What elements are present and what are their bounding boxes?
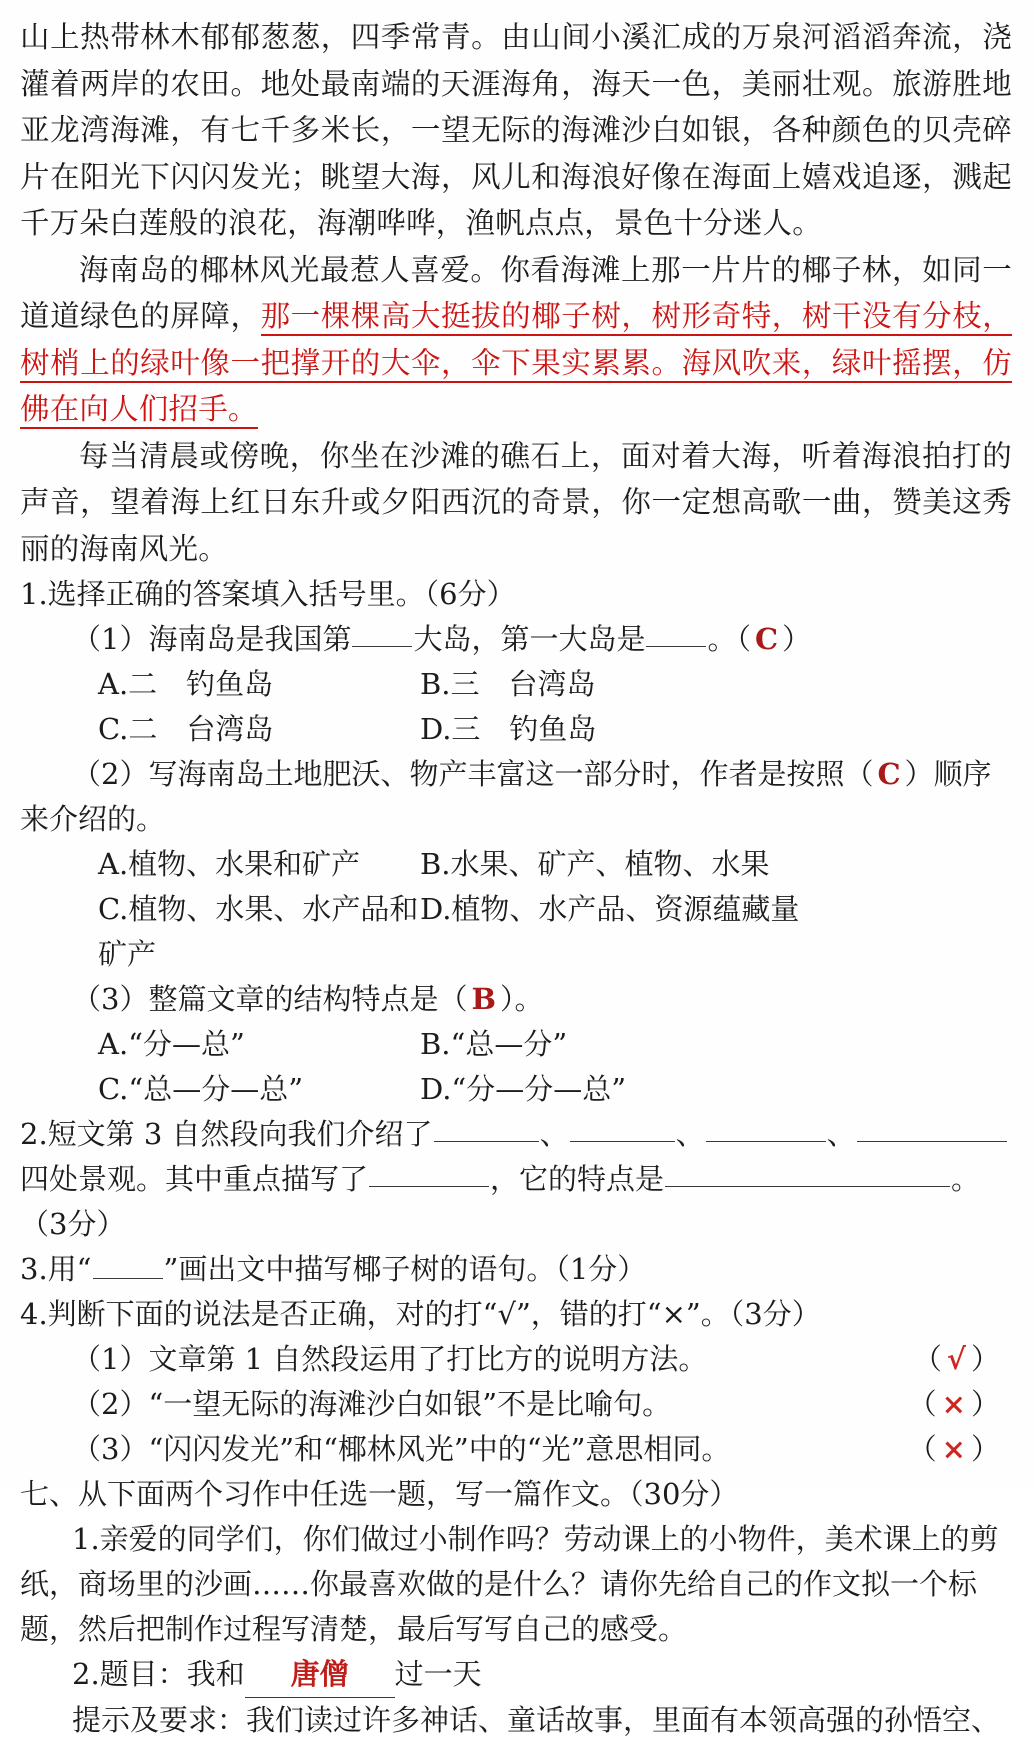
sub-3-text-pre: （3）整篇文章的结构特点是（ [72, 982, 468, 1016]
question-2-blank-5[interactable] [369, 1186, 489, 1187]
passage-paragraph-2 [20, 247, 1012, 433]
item-1-text: （1）文章第 1 自然段运用了打比方的说明方法。 [72, 1342, 708, 1376]
item-2-mark[interactable]: × [941, 1387, 966, 1421]
question-2-blank-1[interactable] [434, 1141, 539, 1142]
sub-2-answer[interactable]: C [877, 757, 901, 791]
option-c[interactable]: C.“总—分—总” [98, 1072, 304, 1106]
question-4-item-2 [20, 1382, 1012, 1427]
paragraph-2-lead-text: 海南岛的椰林风光最惹人喜爱。你看海滩上那一片片的椰子林，如同一道道绿色的屏障， [20, 252, 1012, 333]
sub-2-text-pre: （2）写海南岛土地肥沃、物产丰富这一部分时，作者是按照（ [72, 757, 874, 791]
option-c[interactable]: C.二 台湾岛 [98, 712, 274, 746]
question-2-blank-2[interactable] [570, 1141, 675, 1142]
question-4-item-1 [20, 1337, 1012, 1382]
essay-heading: 七、从下面两个习作中任选一题，写一篇作文。（30分） [20, 1477, 739, 1511]
question-3-post: ”画出文中描写椰子树的语句。（1分） [163, 1252, 647, 1286]
question-4-stem: 4.判断下面的说法是否正确，对的打“√”，错的打“×”。（3分） [20, 1297, 821, 1331]
question-2-part-2: 、 [539, 1117, 569, 1151]
question-2-blank-6[interactable] [665, 1186, 950, 1187]
question-4-block [20, 1292, 1012, 1472]
sub-3-text-post: ）。 [499, 982, 544, 1016]
question-2-part-6: ，它的特点是 [490, 1162, 665, 1196]
option-d[interactable]: D.“分—分—总” [420, 1072, 627, 1106]
sub-1-blank-1[interactable] [352, 646, 412, 647]
question-2-part-1: 2.短文第 3 自然段向我们介绍了 [20, 1117, 433, 1151]
question-2-blank-4[interactable] [857, 1141, 1007, 1142]
item-2-answer-box: （ × ） [907, 1387, 1000, 1421]
sub-1-paren-close: ） [782, 622, 812, 656]
question-1-sub-1 [20, 617, 1012, 662]
essay-hint: 提示及要求：我们读过许多神话、童话故事，里面有本领高强的孙悟空、 [72, 1703, 1001, 1737]
question-3-block [20, 1247, 1012, 1292]
question-2-text [20, 1112, 1012, 1247]
question-1-sub-1-options-row-2 [20, 707, 1012, 752]
sub-3-answer[interactable]: B [471, 982, 496, 1016]
question-1-sub-3-options-row-2 [20, 1067, 1012, 1112]
option-a[interactable]: A.“分—总” [98, 1027, 245, 1061]
question-1-sub-2-options-row-2 [20, 887, 1012, 977]
red-underlined-sentence: 那一棵棵高大挺拔的椰子树，树形奇特，树干没有分枝，树梢上的绿叶像一把撑开的大伞，伞下果实累累。海风吹来，绿叶摇摆，仿佛在向人们招手。 [20, 299, 1012, 429]
sub-1-text-mid: 大岛，第一大岛是 [413, 622, 646, 656]
item-3-text: （3）“闪闪发光”和“椰林风光”中的“光”意思相同。 [72, 1432, 731, 1466]
question-3-pre: 3.用“ [20, 1252, 92, 1286]
sub-1-text-pre: （1）海南岛是我国第 [72, 622, 352, 656]
essay-topic-2 [20, 1652, 1012, 1698]
item-1-mark[interactable]: √ [946, 1342, 966, 1376]
sub-1-answer[interactable]: C [754, 622, 779, 656]
question-4-item-3 [20, 1427, 1012, 1472]
question-2-block [20, 1112, 1012, 1247]
sub-2-text-post: ）顺序来介绍的。 [20, 757, 992, 836]
item-3-mark[interactable]: × [941, 1432, 966, 1466]
option-b[interactable]: B.水果、矿产、植物、水果 [420, 847, 770, 881]
question-1-sub-2-options-row-1 [20, 842, 1012, 887]
option-a[interactable]: A.植物、水果和矿产 [98, 847, 361, 881]
item-1-answer-box: （ √ ） [912, 1342, 1000, 1376]
option-b[interactable]: B.三 台湾岛 [420, 667, 596, 701]
question-1-sub-2 [20, 752, 1012, 842]
question-3-text [20, 1247, 1012, 1292]
question-2-part-7: 。（3分） [20, 1162, 981, 1241]
question-2-part-4: 、 [826, 1117, 856, 1151]
essay-topic-1: 1.亲爱的同学们，你们做过小制作吗？劳动课上的小物件，美术课上的剪纸，商场里的沙画……你最喜欢做的是什么？请你先给自己的作文拟一个标题，然后把制作过程写清楚，最后写写自己的感受。 [20, 1522, 999, 1646]
sub-1-blank-2[interactable] [646, 646, 706, 647]
question-2-part-3: 、 [675, 1117, 705, 1151]
passage-paragraph-1: 山上热带林木郁郁葱葱，四季常青。由山间小溪汇成的万泉河滔滔奔流，浇灌着两岸的农田。地处最南端的天涯海角，海天一色，美丽壮观。旅游胜地亚龙湾海滩，有七千多米长，一望无际的海滩沙白如银，各种颜色的贝壳碎片在阳光下闪闪发光；眺望大海，风儿和海浪好像在海面上嬉戏追逐，溅起千万朵白莲般的浪花，海潮哗哗，渔帆点点，景色十分迷人。 [20, 20, 1012, 240]
option-c[interactable]: C.植物、水果、水产品和矿产 [98, 892, 419, 971]
item-3-answer-box: （ × ） [907, 1432, 1000, 1466]
question-1-sub-1-options-row-1 [20, 662, 1012, 707]
passage-paragraph-3: 每当清晨或傍晚，你坐在沙滩的礁石上，面对着大海，听着海浪拍打的声音，望着海上红日东升或夕阳西沉的奇景，你一定想高歌一曲，赞美这秀丽的海南风光。 [20, 438, 1012, 566]
item-2-text: （2）“一望无际的海滩沙白如银”不是比喻句。 [72, 1387, 672, 1421]
topic-2-filled-answer[interactable]: 唐僧 [245, 1652, 395, 1698]
option-a[interactable]: A.二 钓鱼岛 [98, 667, 274, 701]
topic-2-pre: 2.题目：我和 [72, 1657, 245, 1691]
topic-2-post: 过一天 [394, 1657, 482, 1691]
sub-1-text-post: 。（ [707, 622, 751, 656]
question-2-blank-3[interactable] [706, 1141, 826, 1142]
question-2-part-5: 四处景观。其中重点描写了 [20, 1162, 369, 1196]
question-1-block [20, 572, 1012, 1112]
essay-section [20, 1472, 1012, 1743]
question-1-stem: 1.选择正确的答案填入括号里。（6分） [20, 577, 516, 611]
reading-passage [20, 14, 1012, 572]
question-1-sub-3-options-row-1 [20, 1022, 1012, 1067]
question-3-blank[interactable] [93, 1278, 163, 1279]
option-b[interactable]: B.“总—分” [420, 1027, 568, 1061]
question-1-sub-3 [20, 977, 1012, 1022]
option-d[interactable]: D.植物、水产品、资源蕴藏量 [420, 892, 800, 926]
option-d[interactable]: D.三 钓鱼岛 [420, 712, 597, 746]
